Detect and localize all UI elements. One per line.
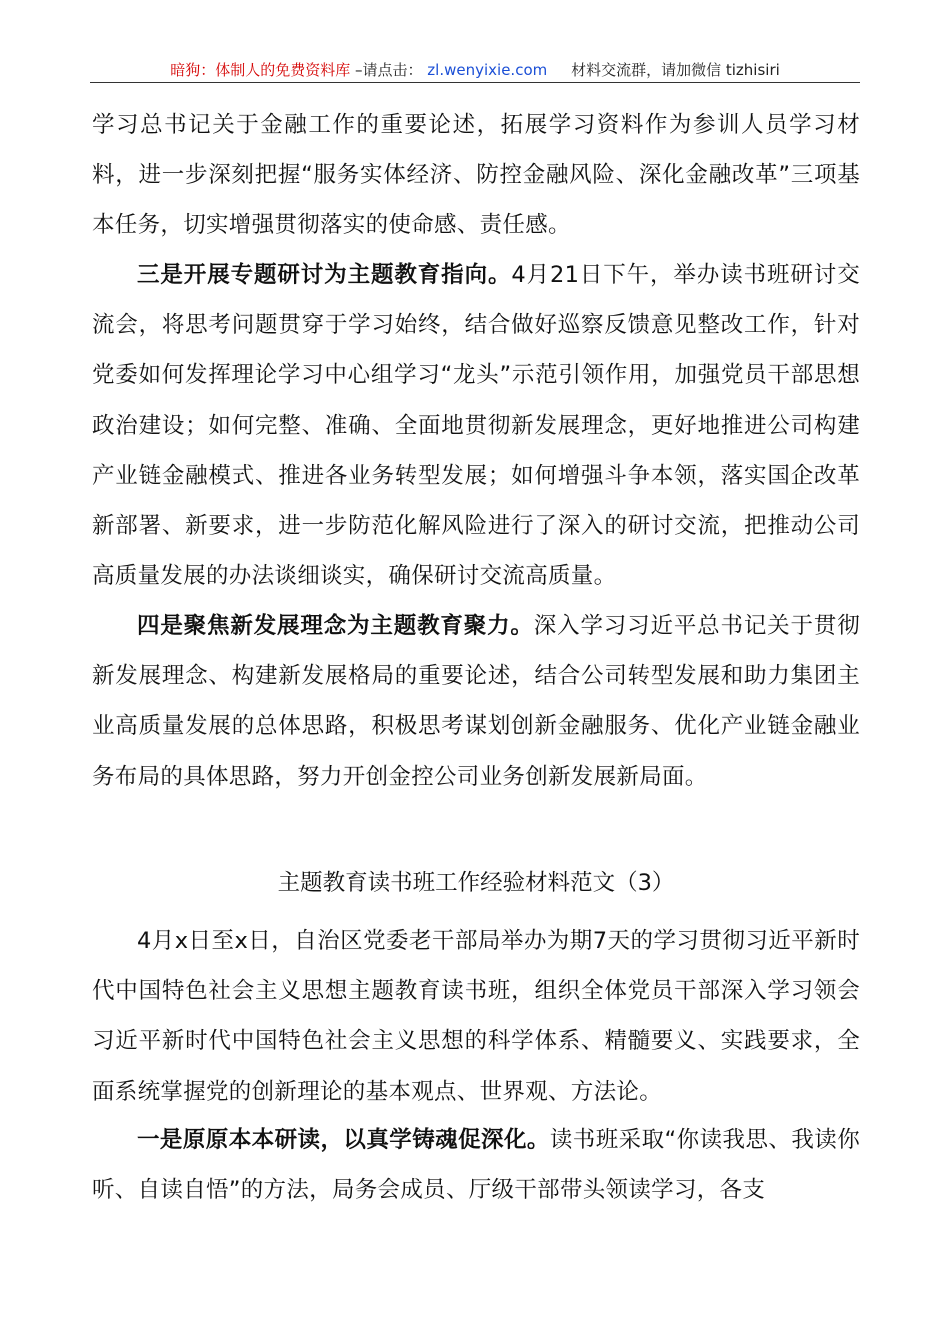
header-click-prompt: –请点击： [355, 61, 423, 79]
header-brand: 暗狗：体制人的免费资料库 [170, 61, 351, 79]
paragraph-lead: 四是聚焦新发展理念为主题教育聚力。 [137, 613, 534, 639]
paragraph-text: 读书班采取“你读我思、我读你听、自读自悟”的方法，局务会成员、厅级干部带头领读学习，各支 [92, 1127, 860, 1204]
paragraph-text: 4月21日下午，举办读书班研讨交流会，将思考问题贯穿于学习始终，结合做好巡察反馈意见整改工作，针对党委如何发挥理论学习中心组学习“龙头”示范引领作用，加强党员干部思想政治建设；如何完整、准确、全面地贯彻新发展理念，更好地推进公司构建产业链金融模式、推进各业务转型发展；如何增强斗争本领，落实国企改革新部署、新要求，进一步防范化解风险进行了深入的研讨交流，把推动公司高质量发展的办法谈细谈实，确保研讨交流高质量。 [92, 262, 860, 590]
paragraph-item-four [92, 601, 860, 802]
paragraph-lead: 一是原原本本研读，以真学铸魂促深化。 [137, 1127, 550, 1153]
header-group-note: 材料交流群，请加微信 tizhisiri [571, 61, 780, 79]
paragraph-text: 学习总书记关于金融工作的重要论述，拓展学习资料作为参训人员学习材料，进一步深刻把握“服务实体经济、防控金融风险、深化金融改革”三项基本任务，切实增强贯彻落实的使命感、责任感。 [92, 112, 860, 239]
paragraph-continued [92, 100, 860, 251]
paragraph-item-one [92, 1115, 860, 1215]
paragraph-text: 4月x日至x日，自治区党委老干部局举办为期7天的学习贯彻习近平新时代中国特色社会主义思想主题教育读书班，组织全体党员干部深入学习领会习近平新时代中国特色社会主义思想的科学体系、精髓要义、实践要求，全面系统掌握党的创新理论的基本观点、世界观、方法论。 [92, 928, 860, 1105]
header-divider [90, 82, 860, 83]
section-title: 主题教育读书班工作经验材料范文（3） [277, 870, 675, 896]
paragraph-text: 深入学习习近平总书记关于贯彻新发展理念、构建新发展格局的重要论述，结合公司转型发展和助力集团主业高质量发展的总体思路，积极思考谋划创新金融服务、优化产业链金融业务布局的具体思路，努力开创金控公司业务创新发展新局面。 [92, 613, 860, 790]
paragraph-intro [92, 916, 860, 1117]
header-site-link[interactable]: zl.wenyixie.com [427, 61, 548, 79]
paragraph-lead: 三是开展专题研讨为主题教育指向。 [137, 262, 512, 288]
paragraph-item-three [92, 250, 860, 601]
page-header [90, 58, 860, 82]
